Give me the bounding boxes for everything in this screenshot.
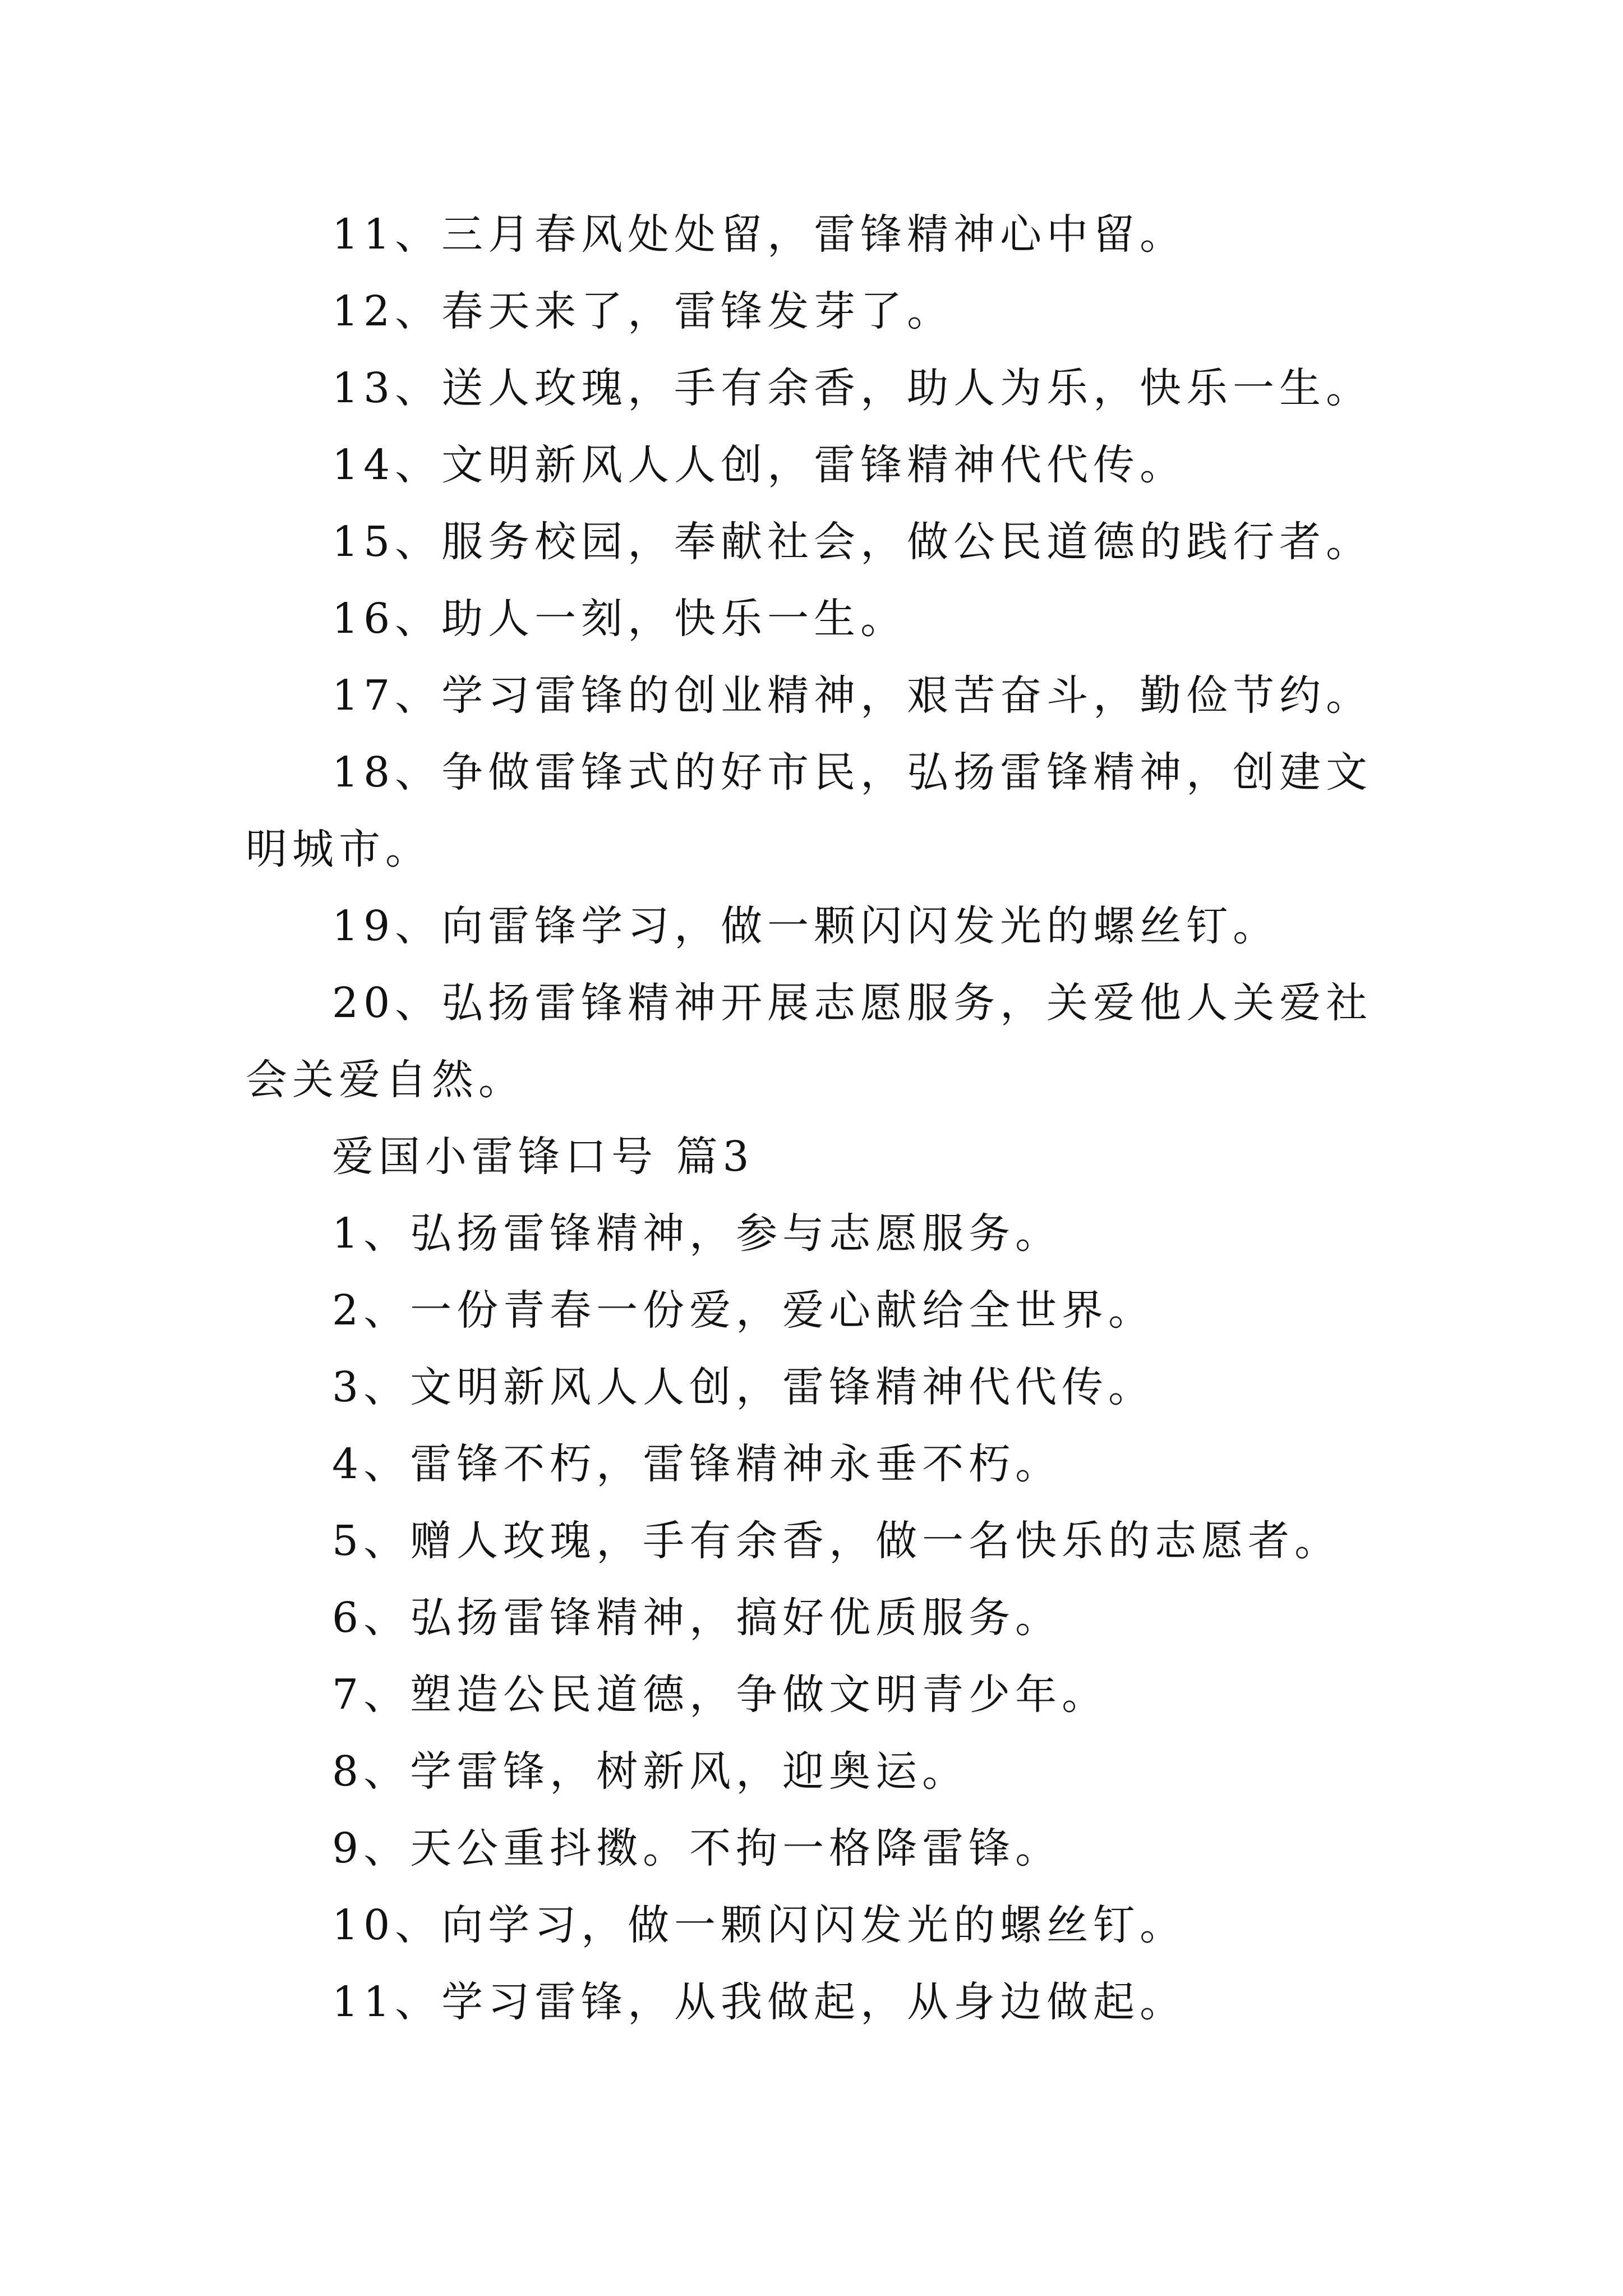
slogan-line: 13、送人玫瑰，手有余香，助人为乐，快乐一生。 — [332, 364, 1373, 412]
slogan-line: 20、弘扬雷锋精神开展志愿服务，关爱他人关爱社会关爱自然。 — [246, 979, 1373, 1104]
document-body — [246, 196, 1387, 2041]
slogan-line: 7、塑造公民道德，争做文明青少年。 — [332, 1671, 1109, 1719]
slogan-line: 4、雷锋不朽，雷锋精神永垂不朽。 — [332, 1440, 1062, 1488]
slogan-line: 11、学习雷锋，从我做起，从身边做起。 — [332, 1978, 1187, 2026]
slogan-line: 19、向雷锋学习，做一颗闪闪发光的螺丝钉。 — [332, 902, 1280, 950]
slogan-line: 5、赠人玫瑰，手有余香，做一名快乐的志愿者。 — [332, 1517, 1341, 1565]
slogan-line: 3、文明新风人人创，雷锋精神代代传。 — [332, 1363, 1155, 1411]
slogan-line: 11、三月春风处处留，雷锋精神心中留。 — [332, 210, 1187, 259]
slogan-line: 1、弘扬雷锋精神，参与志愿服务。 — [332, 1209, 1062, 1258]
slogan-line: 15、服务校园，奉献社会，做公民道德的践行者。 — [332, 518, 1373, 566]
slogan-line: 6、弘扬雷锋精神，搞好优质服务。 — [332, 1594, 1062, 1642]
slogan-line: 10、向学习，做一颗闪闪发光的螺丝钉。 — [332, 1901, 1187, 1949]
slogan-line: 16、助人一刻，快乐一生。 — [332, 595, 907, 643]
section-heading: 爱国小雷锋口号 篇3 — [332, 1133, 754, 1181]
slogan-line: 2、一份青春一份爱，爱心献给全世界。 — [332, 1286, 1155, 1335]
slogan-line: 14、文明新风人人创，雷锋精神代代传。 — [332, 441, 1187, 489]
slogan-line: 18、争做雷锋式的好市民，弘扬雷锋精神，创建文明城市。 — [246, 748, 1373, 873]
slogan-line: 17、学习雷锋的创业精神，艰苦奋斗，勤俭节约。 — [332, 671, 1373, 720]
slogan-line: 9、天公重抖擞。不拘一格降雷锋。 — [332, 1824, 1062, 1872]
slogan-line: 12、春天来了，雷锋发芽了。 — [332, 287, 954, 335]
slogan-line: 8、学雷锋，树新风，迎奥运。 — [332, 1747, 969, 1796]
